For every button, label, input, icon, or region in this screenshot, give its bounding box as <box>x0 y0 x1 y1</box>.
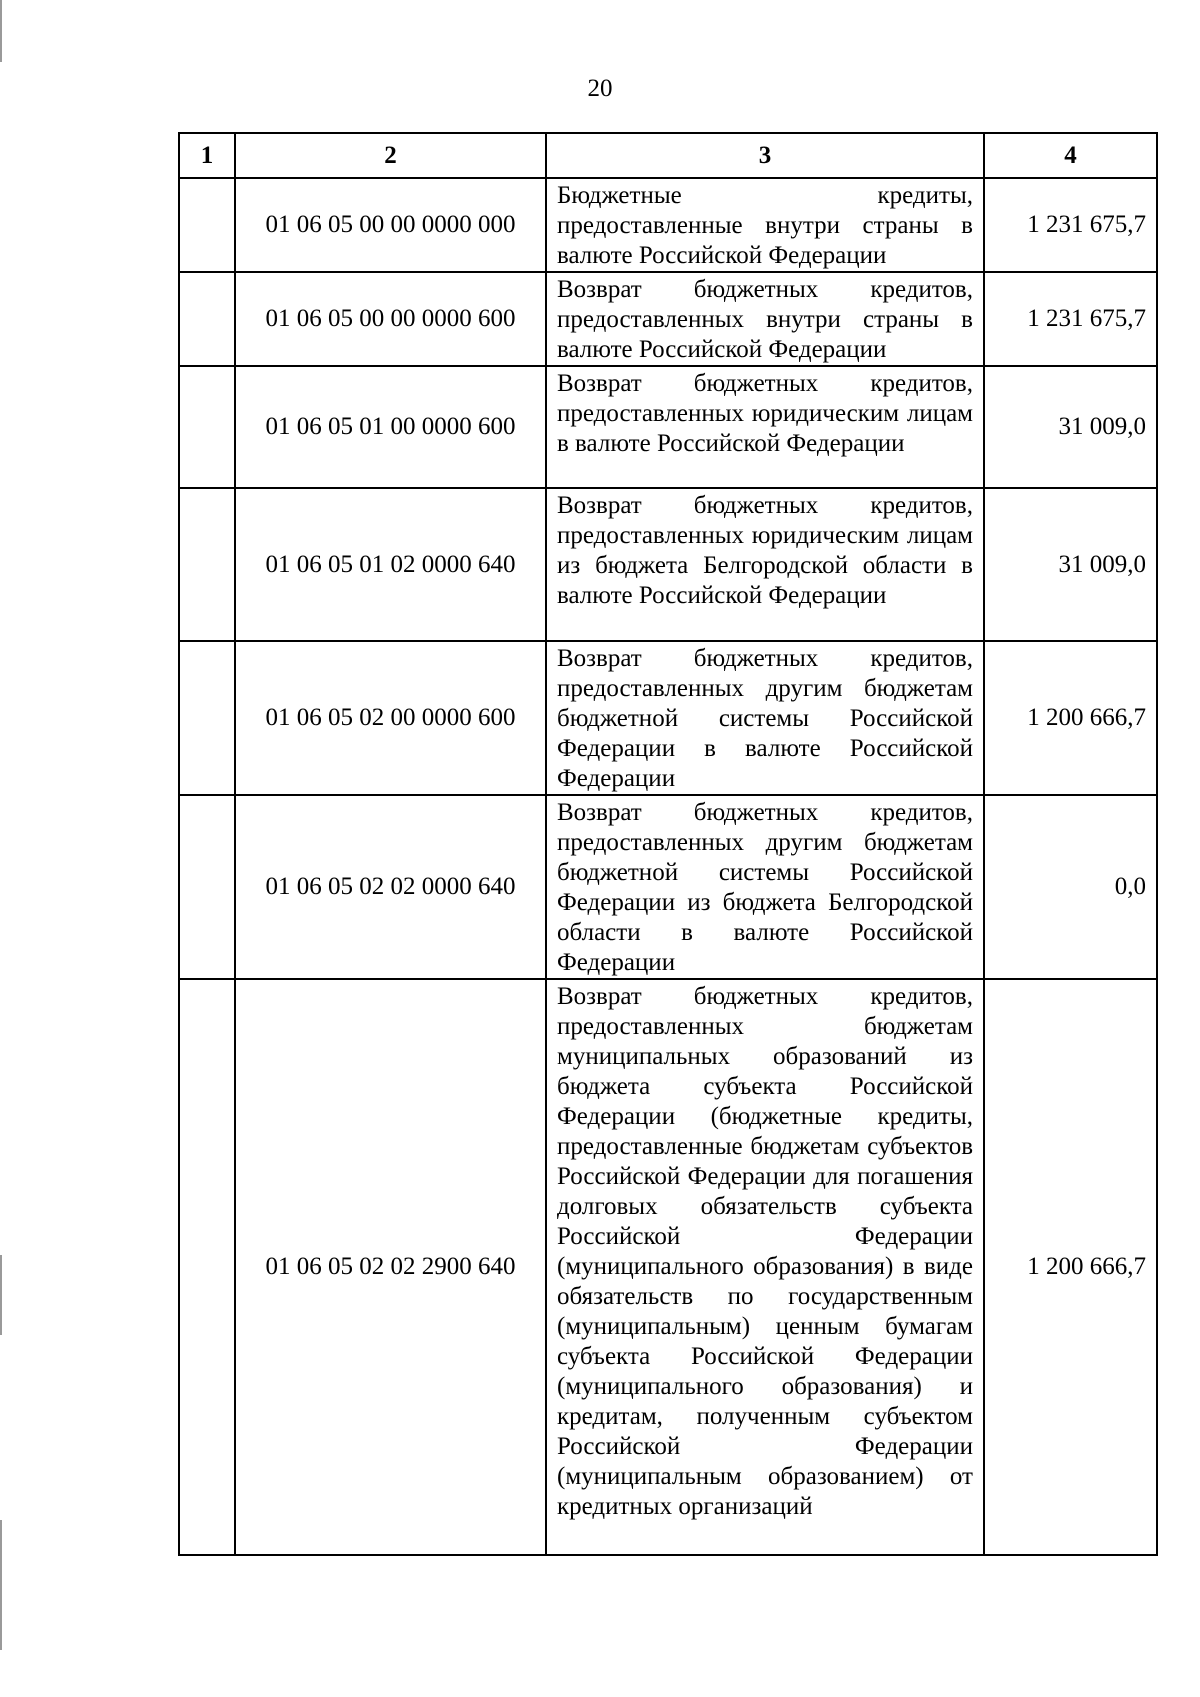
budget-code-cell: 01 06 05 02 02 0000 640 <box>235 795 546 979</box>
description-text: Возврат бюджетных кредитов, предоставленных юридическим лицам из бюджета Белгородской области в валюте Российской Федерации <box>557 492 973 609</box>
scan-edge-line <box>0 1520 2 1650</box>
row-index-cell <box>179 795 235 979</box>
table-row <box>179 272 1157 366</box>
description-text: Возврат бюджетных кредитов, предоставленных бюджетам муниципальных образований из бюджета субъекта Российской Федерации (бюджетные кредиты, предоставленные бюджетам субъектов Российской Федерации для погашения долговых обязательств субъекта Российской Федерации (муниципального образования) в виде обязательств по государственным (муниципальным) ценным бумагам субъекта Российской Федерации (муниципального образования) и кредитам, полученным субъектом Российской Федерации (муниципальным образованием) от кредитных организаций <box>557 983 973 1520</box>
description-cell <box>546 795 984 979</box>
row-index-cell <box>179 178 235 272</box>
row-index-cell <box>179 488 235 641</box>
description-cell <box>546 178 984 272</box>
amount-cell: 1 231 675,7 <box>984 272 1157 366</box>
description-text: Возврат бюджетных кредитов, предоставленных внутри страны в валюте Российской Федерации <box>557 276 973 363</box>
row-index-cell <box>179 979 235 1555</box>
budget-code-cell: 01 06 05 00 00 0000 600 <box>235 272 546 366</box>
budget-sources-table <box>178 132 1158 1556</box>
description-cell <box>546 272 984 366</box>
description-cell <box>546 366 984 488</box>
description-text: Возврат бюджетных кредитов, предоставленных другим бюджетам бюджетной системы Российской Федерации в валюте Российской Федерации <box>557 645 973 792</box>
amount-cell: 1 231 675,7 <box>984 178 1157 272</box>
scan-edge-line <box>0 1255 2 1335</box>
table-row <box>179 178 1157 272</box>
description-cell <box>546 979 984 1555</box>
header-col-4: 4 <box>984 133 1157 178</box>
table-header-row <box>179 133 1157 178</box>
table-row <box>179 488 1157 641</box>
description-cell <box>546 488 984 641</box>
scan-edge-line <box>0 0 2 62</box>
budget-code-cell: 01 06 05 02 02 2900 640 <box>235 979 546 1555</box>
budget-code-cell: 01 06 05 01 02 0000 640 <box>235 488 546 641</box>
header-col-2: 2 <box>235 133 546 178</box>
header-col-1: 1 <box>179 133 235 178</box>
description-text: Возврат бюджетных кредитов, предоставленных другим бюджетам бюджетной системы Российской Федерации из бюджета Белгородской области в валюте Российской Федерации <box>557 799 973 976</box>
amount-cell: 1 200 666,7 <box>984 641 1157 795</box>
amount-cell: 1 200 666,7 <box>984 979 1157 1555</box>
amount-cell: 31 009,0 <box>984 488 1157 641</box>
row-index-cell <box>179 641 235 795</box>
header-col-3: 3 <box>546 133 984 178</box>
page-number: 20 <box>587 75 613 102</box>
budget-code-cell: 01 06 05 02 00 0000 600 <box>235 641 546 795</box>
description-cell <box>546 641 984 795</box>
description-text: Возврат бюджетных кредитов, предоставленных юридическим лицам в валюте Российской Федерации <box>557 370 973 457</box>
budget-code-cell: 01 06 05 00 00 0000 000 <box>235 178 546 272</box>
row-index-cell <box>179 272 235 366</box>
table-row <box>179 641 1157 795</box>
table-row <box>179 795 1157 979</box>
row-index-cell <box>179 366 235 488</box>
amount-cell: 0,0 <box>984 795 1157 979</box>
amount-cell: 31 009,0 <box>984 366 1157 488</box>
table-row <box>179 979 1157 1555</box>
table-row <box>179 366 1157 488</box>
description-text: Бюджетные кредиты, предоставленные внутри страны в валюте Российской Федерации <box>557 182 973 269</box>
budget-code-cell: 01 06 05 01 00 0000 600 <box>235 366 546 488</box>
